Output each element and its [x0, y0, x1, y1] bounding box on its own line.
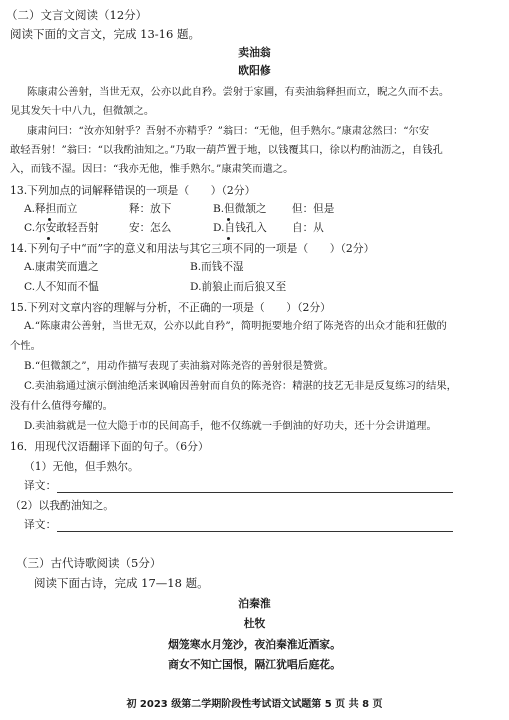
q16-answer-label-2: 译文：: [24, 518, 57, 531]
section-instruction: 阅读下面的文言文，完成 13-16 题。: [10, 27, 200, 41]
section-heading-classical-prose: （二）文言文阅读（12分）: [6, 8, 148, 22]
q15-option-b[interactable]: B.“但微颔之”，用动作描写表现了卖油翁对陈尧咨的善射很是赞赏。: [24, 360, 334, 372]
q16-sentence-2: （2）以我酌油知之。: [10, 499, 115, 512]
passage-line: 入，而钱不湿。因曰：“我亦无他，惟手熟尔。”康肃笑而遣之。: [10, 163, 294, 175]
passage-line: 敢轻吾射！”翁曰：“以我酌油知之。”乃取一葫芦置于地，以钱覆其口，徐以杓酌油沥之，自钱孔: [10, 144, 443, 156]
emphasis-dot: [48, 218, 51, 221]
question-15-stem: 15.下列对文章内容的理解与分析，不正确的一项是（ ）（2分）: [10, 301, 331, 314]
q16-answer-label-1: 译文：: [24, 479, 57, 492]
q13-option-b-gloss: 但：但是: [292, 203, 335, 215]
question-14-stem: 14.下列句子中“而”字的意义和用法与其它三项不同的一项是（ ）（2分）: [10, 242, 375, 255]
q14-option-c[interactable]: C.人不知而不愠: [24, 281, 99, 293]
q16-answer-line-1[interactable]: [57, 492, 453, 493]
poem-title: 泊秦淮: [238, 597, 271, 610]
section-heading-poetry: （三）古代诗歌阅读（5分）: [16, 556, 162, 570]
question-13-stem: 13.下列加点的词解释错误的一项是（ ）（2分）: [10, 184, 256, 197]
poem-author: 杜牧: [243, 617, 266, 630]
q14-option-d[interactable]: D.前狼止而后狼又至: [190, 281, 287, 293]
q15-option-c-cont: 没有什么值得夸耀的。: [10, 400, 113, 412]
q14-option-b[interactable]: B.而钱不湿: [190, 261, 244, 273]
emphasis-dot: [227, 237, 230, 240]
page-footer: 初 2023 级第二学期阶段性考试语文试题第 5 页 共 8 页: [126, 699, 383, 710]
passage-line: 康肃问曰：“汝亦知射乎？吾射不亦精乎？”翁曰：“无他，但手熟尔。”康肃忿然曰：“尔安: [27, 125, 430, 137]
passage-title: 卖油翁: [238, 46, 271, 59]
q15-option-a-cont: 个性。: [10, 340, 41, 352]
q15-option-c[interactable]: C.卖油翁通过演示倒油绝活来讽喻因善射而自负的陈尧咨：精湛的技艺无非是反复练习的结果，: [24, 380, 457, 392]
q13-option-b[interactable]: B.但微颔之: [213, 203, 267, 215]
emphasis-dot: [47, 237, 50, 240]
question-16-stem: 16．用现代汉语翻译下面的句子。（6分）: [10, 440, 209, 453]
q13-option-d[interactable]: D.自钱孔入: [213, 222, 267, 234]
q13-option-c[interactable]: C.尔安敢轻吾射: [24, 222, 99, 234]
q16-answer-line-2[interactable]: [57, 531, 453, 532]
q13-option-d-gloss: 自：从: [292, 222, 324, 234]
q13-option-a[interactable]: A.释担而立: [24, 203, 78, 215]
q16-sentence-1: （1）无他，但手熟尔。: [24, 460, 139, 473]
emphasis-dot: [227, 218, 230, 221]
poem-line: 商女不知亡国恨，隔江犹唱后庭花。: [168, 658, 341, 671]
q14-option-a[interactable]: A.康肃笑而遣之: [24, 261, 99, 273]
section-instruction: 阅读下面古诗，完成 17—18 题。: [34, 576, 209, 590]
q13-option-a-gloss: 释：放下: [129, 203, 172, 215]
passage-line: 见其发矢十中八九，但微颔之。: [10, 105, 155, 117]
passage-line: 陈康肃公善射，当世无双，公亦以此自矜。尝射于家圃，有卖油翁释担而立，睨之久而不去。: [27, 86, 450, 98]
q15-option-a[interactable]: A.“陈康肃公善射，当世无双，公亦以此自矜”，简明扼要地介绍了陈尧咨的出众才能和狂傲的: [24, 320, 447, 332]
poem-line: 烟笼寒水月笼沙，夜泊秦淮近酒家。: [168, 638, 341, 651]
q13-option-c-gloss: 安：怎么: [129, 222, 172, 234]
q15-option-d[interactable]: D.卖油翁就是一位大隐于市的民间高手，他不仅练就一手倒油的好功夫，还十分会讲道理。: [24, 420, 437, 432]
passage-author: 欧阳修: [238, 64, 271, 77]
